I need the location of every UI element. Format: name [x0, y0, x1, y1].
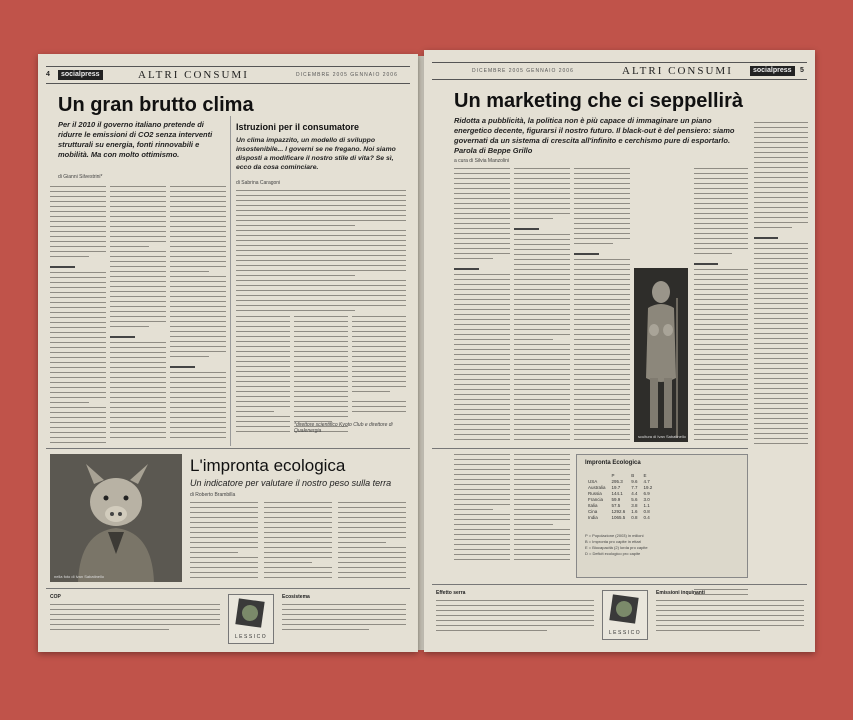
sidebar-headline: Istruzioni per il consumatore	[236, 122, 360, 132]
legend-line: E = Biocapacità (2) lorda pro capite	[585, 545, 648, 550]
section-title: ALTRI CONSUMI	[622, 65, 733, 77]
section-divider	[432, 448, 748, 449]
table-cell: 3.8	[631, 503, 638, 508]
ecological-footprint-table-box	[576, 454, 748, 578]
table-cell: Italia	[588, 503, 598, 508]
table-cell: 4.4	[631, 491, 638, 496]
text-column	[236, 190, 406, 315]
note-label: Emissioni inquinanti	[656, 590, 705, 596]
sculpture-figure-icon	[634, 268, 688, 442]
article-deck: Per il 2010 il governo italiano pretende di ridurre le emissioni di CO2 senza interventi strutturali su energia, fonti rinnovabili e mobilità. Ma con molto ottimismo.	[58, 120, 213, 159]
lower-headline: L'impronta ecologica	[190, 456, 346, 475]
sidebar-byline: di Sabrina Caragoni	[236, 180, 281, 186]
text-column	[754, 122, 808, 448]
table-cell: 9.6	[631, 479, 638, 484]
table-cell: 0.8	[631, 515, 638, 520]
text-column	[190, 502, 258, 582]
right-page	[424, 50, 815, 652]
lower-byline: di Roberto Brambilla	[190, 492, 236, 498]
table-cell: 3.0	[643, 497, 650, 502]
legend-line: D = Deficit ecologico pro capite	[585, 551, 641, 556]
column-rule	[230, 116, 231, 446]
note-text	[282, 604, 406, 634]
page-header	[46, 66, 410, 84]
issue-date: DICEMBRE 2005 GENNAIO 2006	[472, 68, 574, 74]
note-text	[50, 604, 220, 634]
section-divider	[46, 448, 410, 449]
table-cell: India	[588, 515, 598, 520]
table-cell: 144.1	[611, 491, 623, 496]
note-text	[436, 600, 594, 635]
table-legend	[585, 533, 648, 557]
photo-caption: scultura di Ivan Sabatinello	[638, 434, 686, 439]
article-byline: di Gianni Silvestrini*	[58, 174, 103, 180]
text-column	[50, 186, 106, 447]
table-cell: 295.3	[611, 479, 623, 484]
page-number: 5	[800, 67, 804, 74]
legend-line: P = Popolazione (2003) in milioni	[585, 533, 644, 538]
text-column	[514, 454, 570, 564]
article-deck: Ridotta a pubblicità, la politica non è più capace di immaginare un piano energetico decente, figurarsi il nostro futuro. Il black-out è del pensiero: siamo governati da un sistema di crescita all'infinito e cerchismo pure di esportarlo. Parola di Beppe Grillo	[454, 116, 735, 155]
section-divider	[46, 588, 410, 589]
text-column	[454, 454, 510, 564]
header-cell: E	[643, 473, 647, 478]
brand-label: socialpress	[750, 66, 795, 76]
note-label: COP	[50, 594, 61, 600]
table-cell: 6.9	[643, 491, 650, 496]
table-cell: 1065.5	[611, 515, 626, 520]
text-column	[294, 316, 348, 436]
section-divider	[432, 584, 807, 585]
table-cell: 57.5	[611, 503, 621, 508]
page-header	[432, 62, 807, 80]
issue-date: DICEMBRE 2005 GENNAIO 2006	[296, 72, 398, 78]
text-column	[514, 168, 570, 444]
text-column	[338, 502, 406, 582]
table-cell: 1292.6	[611, 509, 626, 514]
header-cell: P	[611, 473, 615, 478]
section-title: ALTRI CONSUMI	[138, 69, 249, 81]
table-cell: 59.9	[611, 497, 621, 502]
article-byline: a cura di Silvia Manzolini	[454, 158, 510, 164]
header-cell: B	[631, 473, 635, 478]
text-column	[694, 168, 748, 444]
table-cell: Cina	[588, 509, 598, 514]
article-headline: Un marketing che ci seppellirà	[454, 90, 743, 112]
table-cell: 0.8	[643, 509, 650, 514]
footprint-table	[585, 473, 655, 521]
table-cell: Russia	[588, 491, 602, 496]
lessico-badge	[228, 594, 274, 644]
table-title: Impronta Ecologica	[585, 460, 641, 466]
table-cell: 19.7	[611, 485, 621, 490]
pig-photo	[50, 454, 182, 582]
table-cell: 0.4	[643, 515, 650, 520]
pig-figure-icon	[50, 454, 182, 582]
table-cell: 4.7	[643, 479, 650, 484]
text-column	[454, 168, 510, 444]
text-column	[170, 186, 226, 442]
page-number: 4	[46, 71, 50, 78]
table-cell: Australia	[588, 485, 606, 490]
text-column	[110, 186, 166, 442]
article-headline: Un gran brutto clima	[58, 94, 254, 116]
lessico-icon	[609, 594, 638, 623]
legend-line: B = Impronta pro capite in ettari	[585, 539, 641, 544]
lessico-badge	[602, 590, 648, 640]
left-page	[38, 54, 418, 652]
table-cell: USA	[588, 479, 598, 484]
note-text	[656, 600, 804, 635]
lower-deck: Un indicatore per valutare il nostro peso sulla terra	[190, 478, 392, 488]
lessico-icon	[235, 598, 264, 627]
author-note: *direttore scientifico Kyoto Club e direttore di Qualenergia	[294, 422, 393, 434]
photo-caption: nella foto di Ivan Sabatinello	[54, 574, 105, 579]
text-column	[264, 502, 332, 582]
table-cell: 7.7	[631, 485, 638, 490]
table-cell: Francia	[588, 497, 604, 502]
sculpture-photo	[634, 268, 688, 442]
lessico-label: LESSICO	[608, 630, 642, 636]
text-column	[352, 316, 406, 416]
lessico-label: LESSICO	[234, 634, 268, 640]
table-cell: 19.2	[643, 485, 653, 490]
table-row	[585, 515, 655, 521]
note-label: Effetto serra	[436, 590, 466, 596]
note-label: Ecosistema	[282, 594, 310, 600]
text-column	[236, 316, 290, 436]
table-cell: 1.1	[643, 503, 650, 508]
text-column	[574, 168, 630, 444]
brand-label: socialpress	[58, 70, 103, 80]
table-cell: 1.6	[631, 509, 638, 514]
table-cell: 5.6	[631, 497, 638, 502]
sidebar-deck: Un clima impazzito, un modello di sviluppo insostenibile... I governi se ne fregano. Noi siamo disposti a modificare il nostro stile di vita? Se sì, ecco da cosa cominciare.	[236, 137, 396, 171]
